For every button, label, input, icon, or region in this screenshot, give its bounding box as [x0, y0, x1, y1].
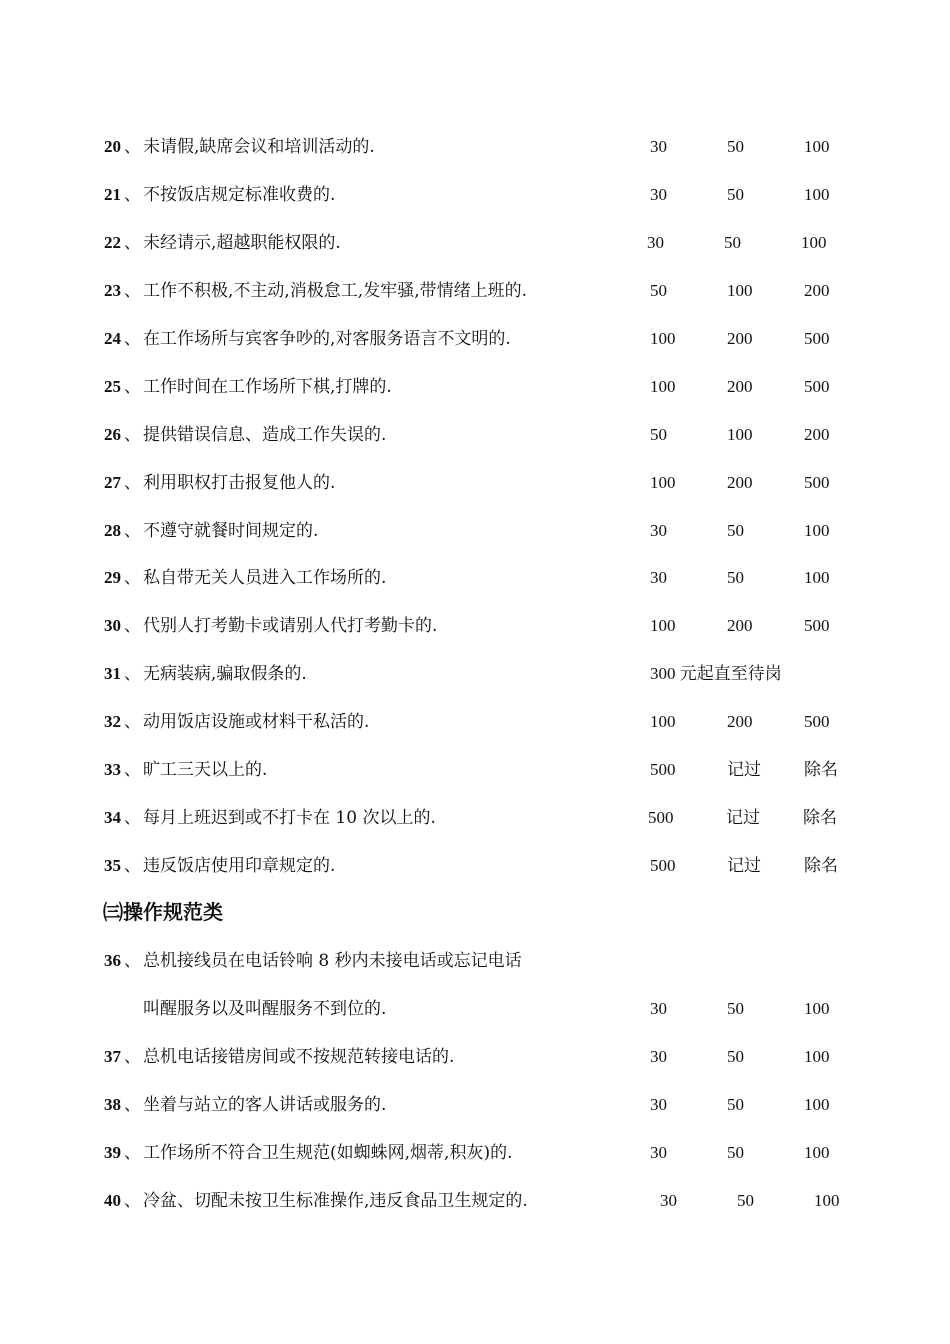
rule-text: 冷盆、切配未按卫生标准操作,违反食品卫生规定的. — [143, 1191, 528, 1211]
rule-row-20 — [0, 132, 950, 162]
rule-number: 34 — [104, 808, 121, 827]
penalty-second: 50 — [727, 185, 744, 204]
rule-row-21 — [0, 180, 950, 210]
rule-number: 26 — [104, 425, 121, 444]
penalty-first: 30 — [650, 999, 667, 1018]
rule-number: 39 — [104, 1143, 121, 1162]
penalty-second: 记过 — [727, 760, 761, 779]
rule-row-26 — [0, 420, 950, 450]
penalty-second: 50 — [727, 568, 744, 587]
rule-number: 35 — [104, 856, 121, 875]
penalty-first: 100 — [650, 616, 676, 635]
rule-row-25 — [0, 372, 950, 402]
rule-number: 21 — [104, 185, 121, 204]
rule-text: 提供错误信息、造成工作失误的. — [143, 425, 387, 445]
penalty-first: 30 — [650, 568, 667, 587]
penalty-second: 50 — [727, 1143, 744, 1162]
rule-number: 23 — [104, 281, 121, 300]
penalty-third: 100 — [804, 521, 830, 540]
penalty-second: 50 — [727, 521, 744, 540]
enum-separator: 、 — [124, 425, 141, 445]
rule-number: 24 — [104, 329, 121, 348]
rule-number: 33 — [104, 760, 121, 779]
rule-row-34 — [0, 803, 950, 833]
rule-text: 不按饭店规定标准收费的. — [143, 185, 336, 205]
penalty-third: 500 — [804, 377, 830, 396]
rule-number: 38 — [104, 1095, 121, 1114]
enum-separator: 、 — [124, 1095, 141, 1115]
rule-row-24 — [0, 324, 950, 354]
rule-row-36-continued — [0, 994, 950, 1024]
enum-separator: 、 — [124, 281, 141, 301]
rule-number: 37 — [104, 1047, 121, 1066]
penalty-third: 除名 — [804, 760, 838, 779]
penalty-third: 100 — [804, 1143, 830, 1162]
penalty-third: 200 — [804, 425, 830, 444]
rule-text: 工作场所不符合卫生规范(如蜘蛛网,烟蒂,积灰)的. — [143, 1143, 513, 1163]
penalty-second: 200 — [727, 712, 753, 731]
penalty-first: 100 — [650, 329, 676, 348]
penalty-second: 200 — [727, 473, 753, 492]
penalty-third: 100 — [814, 1191, 840, 1210]
penalty-third: 除名 — [804, 856, 838, 875]
rule-number: 40 — [104, 1191, 121, 1210]
penalty-first: 30 — [650, 137, 667, 156]
penalty-first: 100 — [650, 473, 676, 492]
enum-separator: 、 — [124, 1047, 141, 1067]
rule-row-38 — [0, 1090, 950, 1120]
penalty-first: 500 — [648, 808, 674, 827]
rule-row-29 — [0, 563, 950, 593]
penalty-third: 100 — [804, 137, 830, 156]
rule-text: 总机接线员在电话铃响 8 秒内未接电话或忘记电话 — [143, 951, 522, 971]
penalty-second: 记过 — [726, 808, 760, 827]
penalty-second: 50 — [727, 1095, 744, 1114]
penalty-third: 除名 — [803, 808, 837, 827]
rule-text: 未经请示,超越职能权限的. — [143, 233, 341, 253]
penalty-third: 500 — [804, 616, 830, 635]
enum-separator: 、 — [124, 760, 141, 780]
enum-separator: 、 — [124, 951, 141, 971]
penalty-third: 100 — [804, 568, 830, 587]
rule-text: 工作不积极,不主动,消极怠工,发牢骚,带情绪上班的. — [143, 281, 528, 301]
rule-text: 坐着与站立的客人讲话或服务的. — [143, 1095, 387, 1115]
rule-text: 违反饭店使用印章规定的. — [143, 856, 336, 876]
penalty-third: 500 — [804, 473, 830, 492]
penalty-second: 50 — [727, 137, 744, 156]
penalty-first: 50 — [650, 425, 667, 444]
enum-separator: 、 — [124, 616, 141, 636]
rule-row-23 — [0, 276, 950, 306]
penalty-third: 100 — [801, 233, 827, 252]
enum-separator: 、 — [124, 808, 141, 828]
rule-text: 旷工三天以上的. — [143, 760, 268, 780]
enum-separator: 、 — [124, 329, 141, 349]
rule-text: 动用饭店设施或材料干私活的. — [143, 712, 370, 732]
penalty-first: 100 — [650, 377, 676, 396]
section-heading: ㈢操作规范类 — [103, 900, 223, 924]
rule-text: 无病装病,骗取假条的. — [143, 664, 307, 684]
enum-separator: 、 — [124, 568, 141, 588]
rule-number: 25 — [104, 377, 121, 396]
penalty-third: 500 — [804, 712, 830, 731]
rule-text: 代别人打考勤卡或请别人代打考勤卡的. — [143, 616, 438, 636]
enum-separator: 、 — [124, 185, 141, 205]
penalty-third: 500 — [804, 329, 830, 348]
penalty-second: 50 — [724, 233, 741, 252]
rule-row-22 — [0, 228, 950, 258]
rule-row-27 — [0, 468, 950, 498]
enum-separator: 、 — [124, 856, 141, 876]
rule-number: 30 — [104, 616, 121, 635]
penalty-third: 100 — [804, 185, 830, 204]
penalty-first: 30 — [660, 1191, 677, 1210]
rule-row-39 — [0, 1138, 950, 1168]
enum-separator: 、 — [124, 137, 141, 157]
rule-number: 31 — [104, 664, 121, 683]
rule-number: 29 — [104, 568, 121, 587]
rule-row-40 — [0, 1186, 950, 1216]
penalty-first: 30 — [650, 185, 667, 204]
penalty-second: 200 — [727, 329, 753, 348]
penalty-second: 100 — [727, 281, 753, 300]
rule-text: 在工作场所与宾客争吵的,对客服务语言不文明的. — [143, 329, 511, 349]
penalty-first: 30 — [650, 521, 667, 540]
rule-text: 不遵守就餐时间规定的. — [143, 521, 319, 541]
rule-number: 20 — [104, 137, 121, 156]
rule-text: 工作时间在工作场所下棋,打牌的. — [143, 377, 392, 397]
rule-number: 28 — [104, 521, 121, 540]
penalty-second: 50 — [727, 999, 744, 1018]
rule-row-37 — [0, 1042, 950, 1072]
penalty-second: 200 — [727, 377, 753, 396]
enum-separator: 、 — [124, 521, 141, 541]
rule-text: 私自带无关人员进入工作场所的. — [143, 568, 387, 588]
rule-row-36 — [0, 946, 950, 976]
rule-number: 27 — [104, 473, 121, 492]
section-heading-row — [0, 896, 950, 928]
penalty-second: 记过 — [727, 856, 761, 875]
enum-separator: 、 — [124, 1143, 141, 1163]
penalty-second: 200 — [727, 616, 753, 635]
penalty-second: 50 — [737, 1191, 754, 1210]
penalty-first: 30 — [650, 1143, 667, 1162]
rule-number: 22 — [104, 233, 121, 252]
rule-text: 总机电话接错房间或不按规范转接电话的. — [143, 1047, 455, 1067]
penalty-first: 30 — [647, 233, 664, 252]
enum-separator: 、 — [124, 377, 141, 397]
rule-row-30 — [0, 611, 950, 641]
enum-separator: 、 — [124, 712, 141, 732]
penalty-first: 30 — [650, 1047, 667, 1066]
penalty-first: 50 — [650, 281, 667, 300]
penalty-first: 500 — [650, 856, 676, 875]
rule-row-35 — [0, 851, 950, 881]
rule-text: 利用职权打击报复他人的. — [143, 473, 336, 493]
penalty-third: 100 — [804, 1047, 830, 1066]
rule-row-28 — [0, 516, 950, 546]
enum-separator: 、 — [124, 1191, 141, 1211]
penalty-first: 500 — [650, 760, 676, 779]
rule-text: 每月上班迟到或不打卡在 10 次以上的. — [143, 808, 436, 828]
rule-row-32 — [0, 707, 950, 737]
penalty-third: 100 — [804, 1095, 830, 1114]
rule-text: 未请假,缺席会议和培训活动的. — [143, 137, 375, 157]
enum-separator: 、 — [124, 473, 141, 493]
rule-text: 叫醒服务以及叫醒服务不到位的. — [143, 999, 387, 1019]
enum-separator: 、 — [124, 664, 141, 684]
penalty-third: 200 — [804, 281, 830, 300]
rule-number: 32 — [104, 712, 121, 731]
penalty-second: 50 — [727, 1047, 744, 1066]
penalty-first: 100 — [650, 712, 676, 731]
rule-row-33 — [0, 755, 950, 785]
rule-number: 36 — [104, 951, 121, 970]
penalty-range: 300 元起直至待岗 — [650, 664, 782, 683]
enum-separator: 、 — [124, 233, 141, 253]
penalty-second: 100 — [727, 425, 753, 444]
penalty-third: 100 — [804, 999, 830, 1018]
rule-row-31 — [0, 659, 950, 689]
penalty-first: 30 — [650, 1095, 667, 1114]
